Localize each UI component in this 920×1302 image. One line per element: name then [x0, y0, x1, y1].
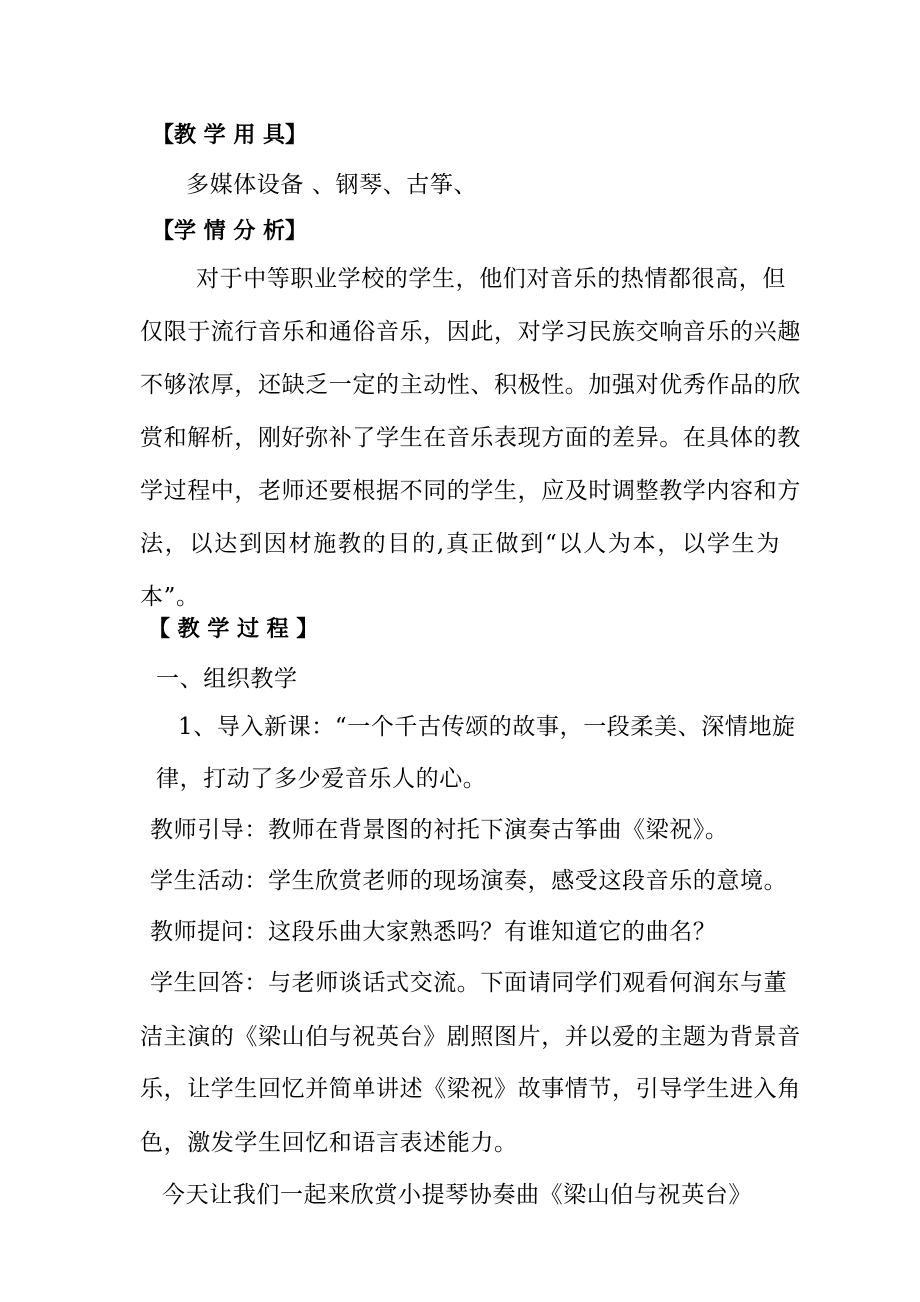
- tools-heading: 【教 学 用 具】: [152, 122, 307, 148]
- analysis-line-2: 仅限于流行音乐和通俗音乐，因此，对学习民族交响音乐的兴趣: [140, 319, 801, 345]
- closing-line: 今天让我们一起来欣赏小提琴协奏曲《梁山伯与祝英台》: [162, 1182, 752, 1208]
- analysis-line-5: 学过程中，老师还要根据不同的学生，应及时调整教学内容和方: [140, 478, 801, 504]
- intro-line-2: 律，打动了多少爱音乐人的心。: [156, 766, 487, 792]
- student-answer-line-4: 色，激发学生回忆和语言表述能力。: [140, 1130, 518, 1156]
- analysis-line-1: 对于中等职业学校的学生，他们对音乐的热情都很高，但: [196, 266, 786, 292]
- analysis-line-3: 不够浓厚，还缺乏一定的主动性、积极性。加强对优秀作品的欣: [140, 372, 801, 398]
- teacher-question: 教师提问：这段乐曲大家熟悉吗？有谁知道它的曲名？: [150, 919, 717, 945]
- student-answer-line-2: 洁主演的《梁山伯与祝英台》剧照图片，并以爱的主题为背景音: [140, 1024, 801, 1050]
- student-activity: 学生活动：学生欣赏老师的现场演奏，感受这段音乐的意境。: [150, 868, 788, 894]
- process-heading: 【 教 学 过 程 】: [148, 616, 319, 642]
- tools-text: 多媒体设备 、钢琴、古筝、: [186, 172, 478, 198]
- intro-line-1: 1、导入新课：“一个千古传颂的故事，一段柔美、深情地旋: [178, 714, 796, 740]
- student-answer-line-1: 学生回答：与老师谈话式交流。下面请同学们观看何润东与董: [150, 970, 788, 996]
- analysis-line-6: 法，以达到因材施教的目的,真正做到“以人为本，以学生为: [140, 531, 780, 557]
- analysis-line-4: 赏和解析，刚好弥补了学生在音乐表现方面的差异。在具体的教: [140, 425, 801, 451]
- teacher-guide: 教师引导：教师在背景图的衬托下演奏古筝曲《梁祝》。: [150, 817, 729, 843]
- student-answer-line-3: 乐，让学生回忆并简单讲述《梁祝》故事情节，引导学生进入角: [140, 1076, 801, 1102]
- analysis-heading: 【学 情 分 析】: [152, 218, 307, 244]
- step-1-title: 一、组织教学: [156, 666, 298, 692]
- analysis-line-7: 本”。: [140, 584, 200, 610]
